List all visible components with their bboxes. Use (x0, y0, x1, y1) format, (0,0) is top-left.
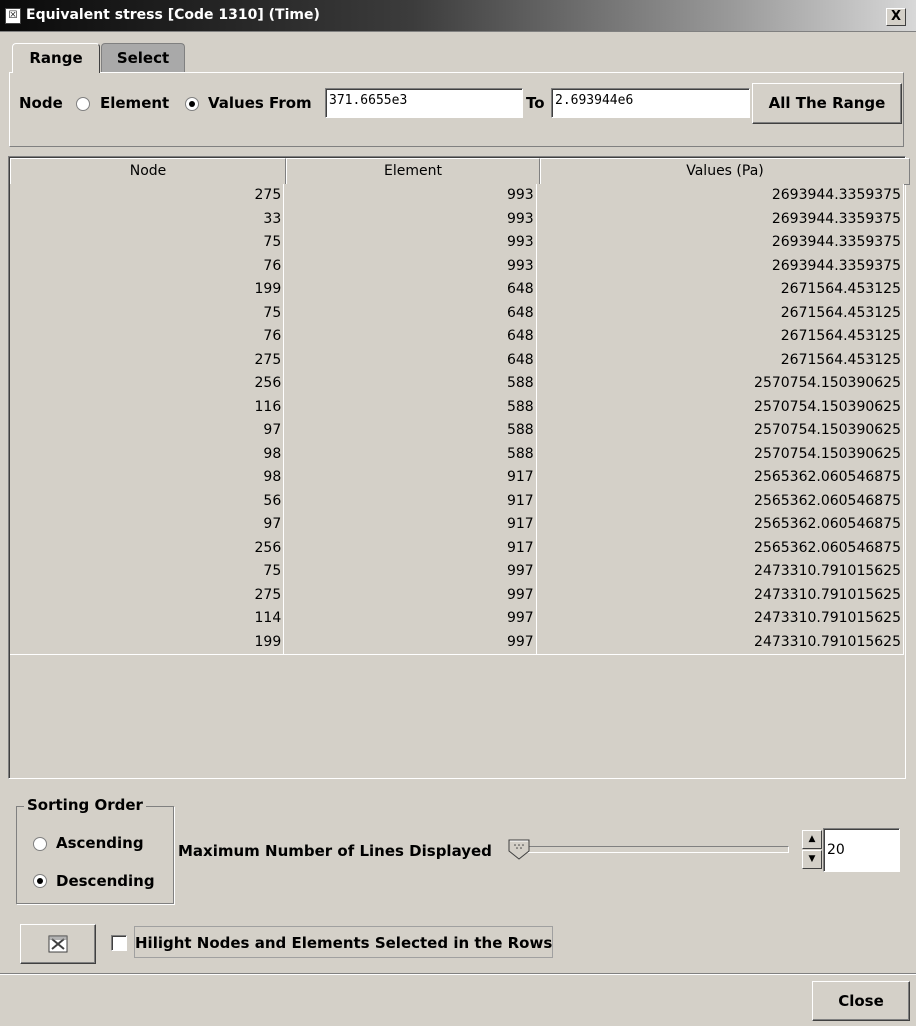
cell-element: 917 (284, 513, 536, 538)
cell-element: 648 (284, 325, 536, 350)
cell-value: 2693944.3359375 (537, 231, 904, 256)
descending-label: Descending (56, 872, 155, 890)
table-row[interactable] (10, 325, 904, 349)
values-from-label: Values From (208, 94, 312, 112)
cell-node: 75 (10, 231, 284, 256)
cell-node: 116 (10, 396, 284, 421)
cell-node: 275 (10, 184, 284, 209)
max-lines-slider-thumb[interactable] (508, 838, 530, 860)
cell-node: 75 (10, 560, 284, 585)
cell-element: 917 (284, 490, 536, 515)
ascending-radio[interactable] (33, 837, 47, 851)
table-row[interactable] (10, 537, 904, 561)
cell-node: 275 (10, 584, 284, 609)
node-label: Node (19, 94, 63, 112)
cell-node: 56 (10, 490, 284, 515)
table-row[interactable] (10, 419, 904, 443)
cell-node: 76 (10, 255, 284, 280)
values-to-input[interactable]: 2.693944e6 (551, 88, 750, 118)
cell-value: 2693944.3359375 (537, 255, 904, 280)
cell-value: 2693944.3359375 (537, 184, 904, 209)
spinner-up-button[interactable]: ▲ (802, 830, 822, 849)
cell-element: 997 (284, 607, 536, 632)
table-row[interactable] (10, 372, 904, 396)
cell-element: 648 (284, 349, 536, 374)
cell-value: 2565362.060546875 (537, 513, 904, 538)
column-header-node[interactable]: Node (10, 158, 286, 185)
cell-value: 2671564.453125 (537, 302, 904, 327)
table-row[interactable] (10, 396, 904, 420)
values-from-input[interactable]: 371.6655e3 (325, 88, 523, 118)
cell-value: 2473310.791015625 (537, 631, 904, 656)
cell-element: 997 (284, 560, 536, 585)
descending-radio[interactable] (33, 874, 47, 888)
column-header-element[interactable]: Element (286, 158, 540, 185)
window-title: Equivalent stress [Code 1310] (Time) (26, 7, 320, 23)
max-lines-slider-track[interactable] (516, 846, 789, 853)
cell-element: 648 (284, 278, 536, 303)
table-row[interactable] (10, 255, 904, 279)
cell-element: 997 (284, 631, 536, 656)
table-row[interactable] (10, 349, 904, 373)
table-row[interactable] (10, 302, 904, 326)
table-row[interactable] (10, 513, 904, 537)
table-row[interactable] (10, 560, 904, 584)
close-button[interactable]: Close (812, 981, 910, 1021)
to-label: To (526, 94, 545, 112)
ascending-label: Ascending (56, 834, 144, 852)
table-row[interactable] (10, 278, 904, 302)
cell-value: 2570754.150390625 (537, 443, 904, 468)
cell-element: 648 (284, 302, 536, 327)
table-row[interactable] (10, 184, 904, 208)
cell-node: 199 (10, 278, 284, 303)
table-row[interactable] (10, 466, 904, 490)
hilight-checkbox[interactable] (111, 935, 127, 951)
cell-element: 917 (284, 466, 536, 491)
cell-element: 588 (284, 372, 536, 397)
table-row[interactable] (10, 490, 904, 514)
max-lines-input[interactable]: 20 (823, 828, 900, 872)
cell-value: 2570754.150390625 (537, 396, 904, 421)
cell-value: 2473310.791015625 (537, 607, 904, 632)
cell-value: 2671564.453125 (537, 325, 904, 350)
cell-node: 275 (10, 349, 284, 374)
values-from-radio[interactable] (185, 97, 199, 111)
cell-node: 98 (10, 443, 284, 468)
cell-element: 588 (284, 443, 536, 468)
cell-node: 199 (10, 631, 284, 656)
table-row[interactable] (10, 631, 904, 655)
cell-value: 2570754.150390625 (537, 372, 904, 397)
element-label: Element (100, 94, 170, 112)
app-icon: ☒ (5, 8, 21, 24)
cell-value: 2570754.150390625 (537, 419, 904, 444)
cell-value: 2565362.060546875 (537, 466, 904, 491)
cell-node: 114 (10, 607, 284, 632)
spinner-down-button[interactable]: ▼ (802, 850, 822, 869)
cell-element: 993 (284, 255, 536, 280)
cell-element: 993 (284, 208, 536, 233)
tab-range[interactable]: Range (12, 43, 100, 73)
table-row[interactable] (10, 231, 904, 255)
tab-select[interactable]: Select (101, 43, 185, 73)
table-row[interactable] (10, 208, 904, 232)
cell-element: 993 (284, 184, 536, 209)
close-window-button[interactable]: X (886, 8, 906, 26)
footer-separator (0, 973, 916, 975)
cell-element: 588 (284, 396, 536, 421)
cell-value: 2473310.791015625 (537, 560, 904, 585)
max-lines-label: Maximum Number of Lines Displayed (178, 842, 492, 860)
cell-value: 2565362.060546875 (537, 490, 904, 515)
sorting-order-legend: Sorting Order (24, 796, 146, 814)
cell-element: 993 (284, 231, 536, 256)
table-row[interactable] (10, 607, 904, 631)
cell-element: 997 (284, 584, 536, 609)
column-header-values[interactable]: Values (Pa) (540, 158, 910, 185)
cell-value: 2473310.791015625 (537, 584, 904, 609)
cell-element: 588 (284, 419, 536, 444)
element-radio[interactable] (76, 97, 90, 111)
table-row[interactable] (10, 443, 904, 467)
cell-element: 917 (284, 537, 536, 562)
cell-node: 97 (10, 513, 284, 538)
cell-node: 76 (10, 325, 284, 350)
export-button[interactable] (20, 924, 96, 964)
cell-node: 98 (10, 466, 284, 491)
export-icon (48, 935, 68, 953)
cell-node: 256 (10, 372, 284, 397)
all-the-range-button[interactable]: All The Range (752, 83, 902, 124)
cell-value: 2671564.453125 (537, 278, 904, 303)
cell-node: 256 (10, 537, 284, 562)
table-body (10, 184, 904, 654)
cell-value: 2565362.060546875 (537, 537, 904, 562)
table-header (10, 158, 910, 183)
cell-node: 75 (10, 302, 284, 327)
cell-value: 2671564.453125 (537, 349, 904, 374)
cell-value: 2693944.3359375 (537, 208, 904, 233)
cell-node: 97 (10, 419, 284, 444)
hilight-label: Hilight Nodes and Elements Selected in the Rows (134, 926, 553, 958)
cell-node: 33 (10, 208, 284, 233)
table-row[interactable] (10, 584, 904, 608)
